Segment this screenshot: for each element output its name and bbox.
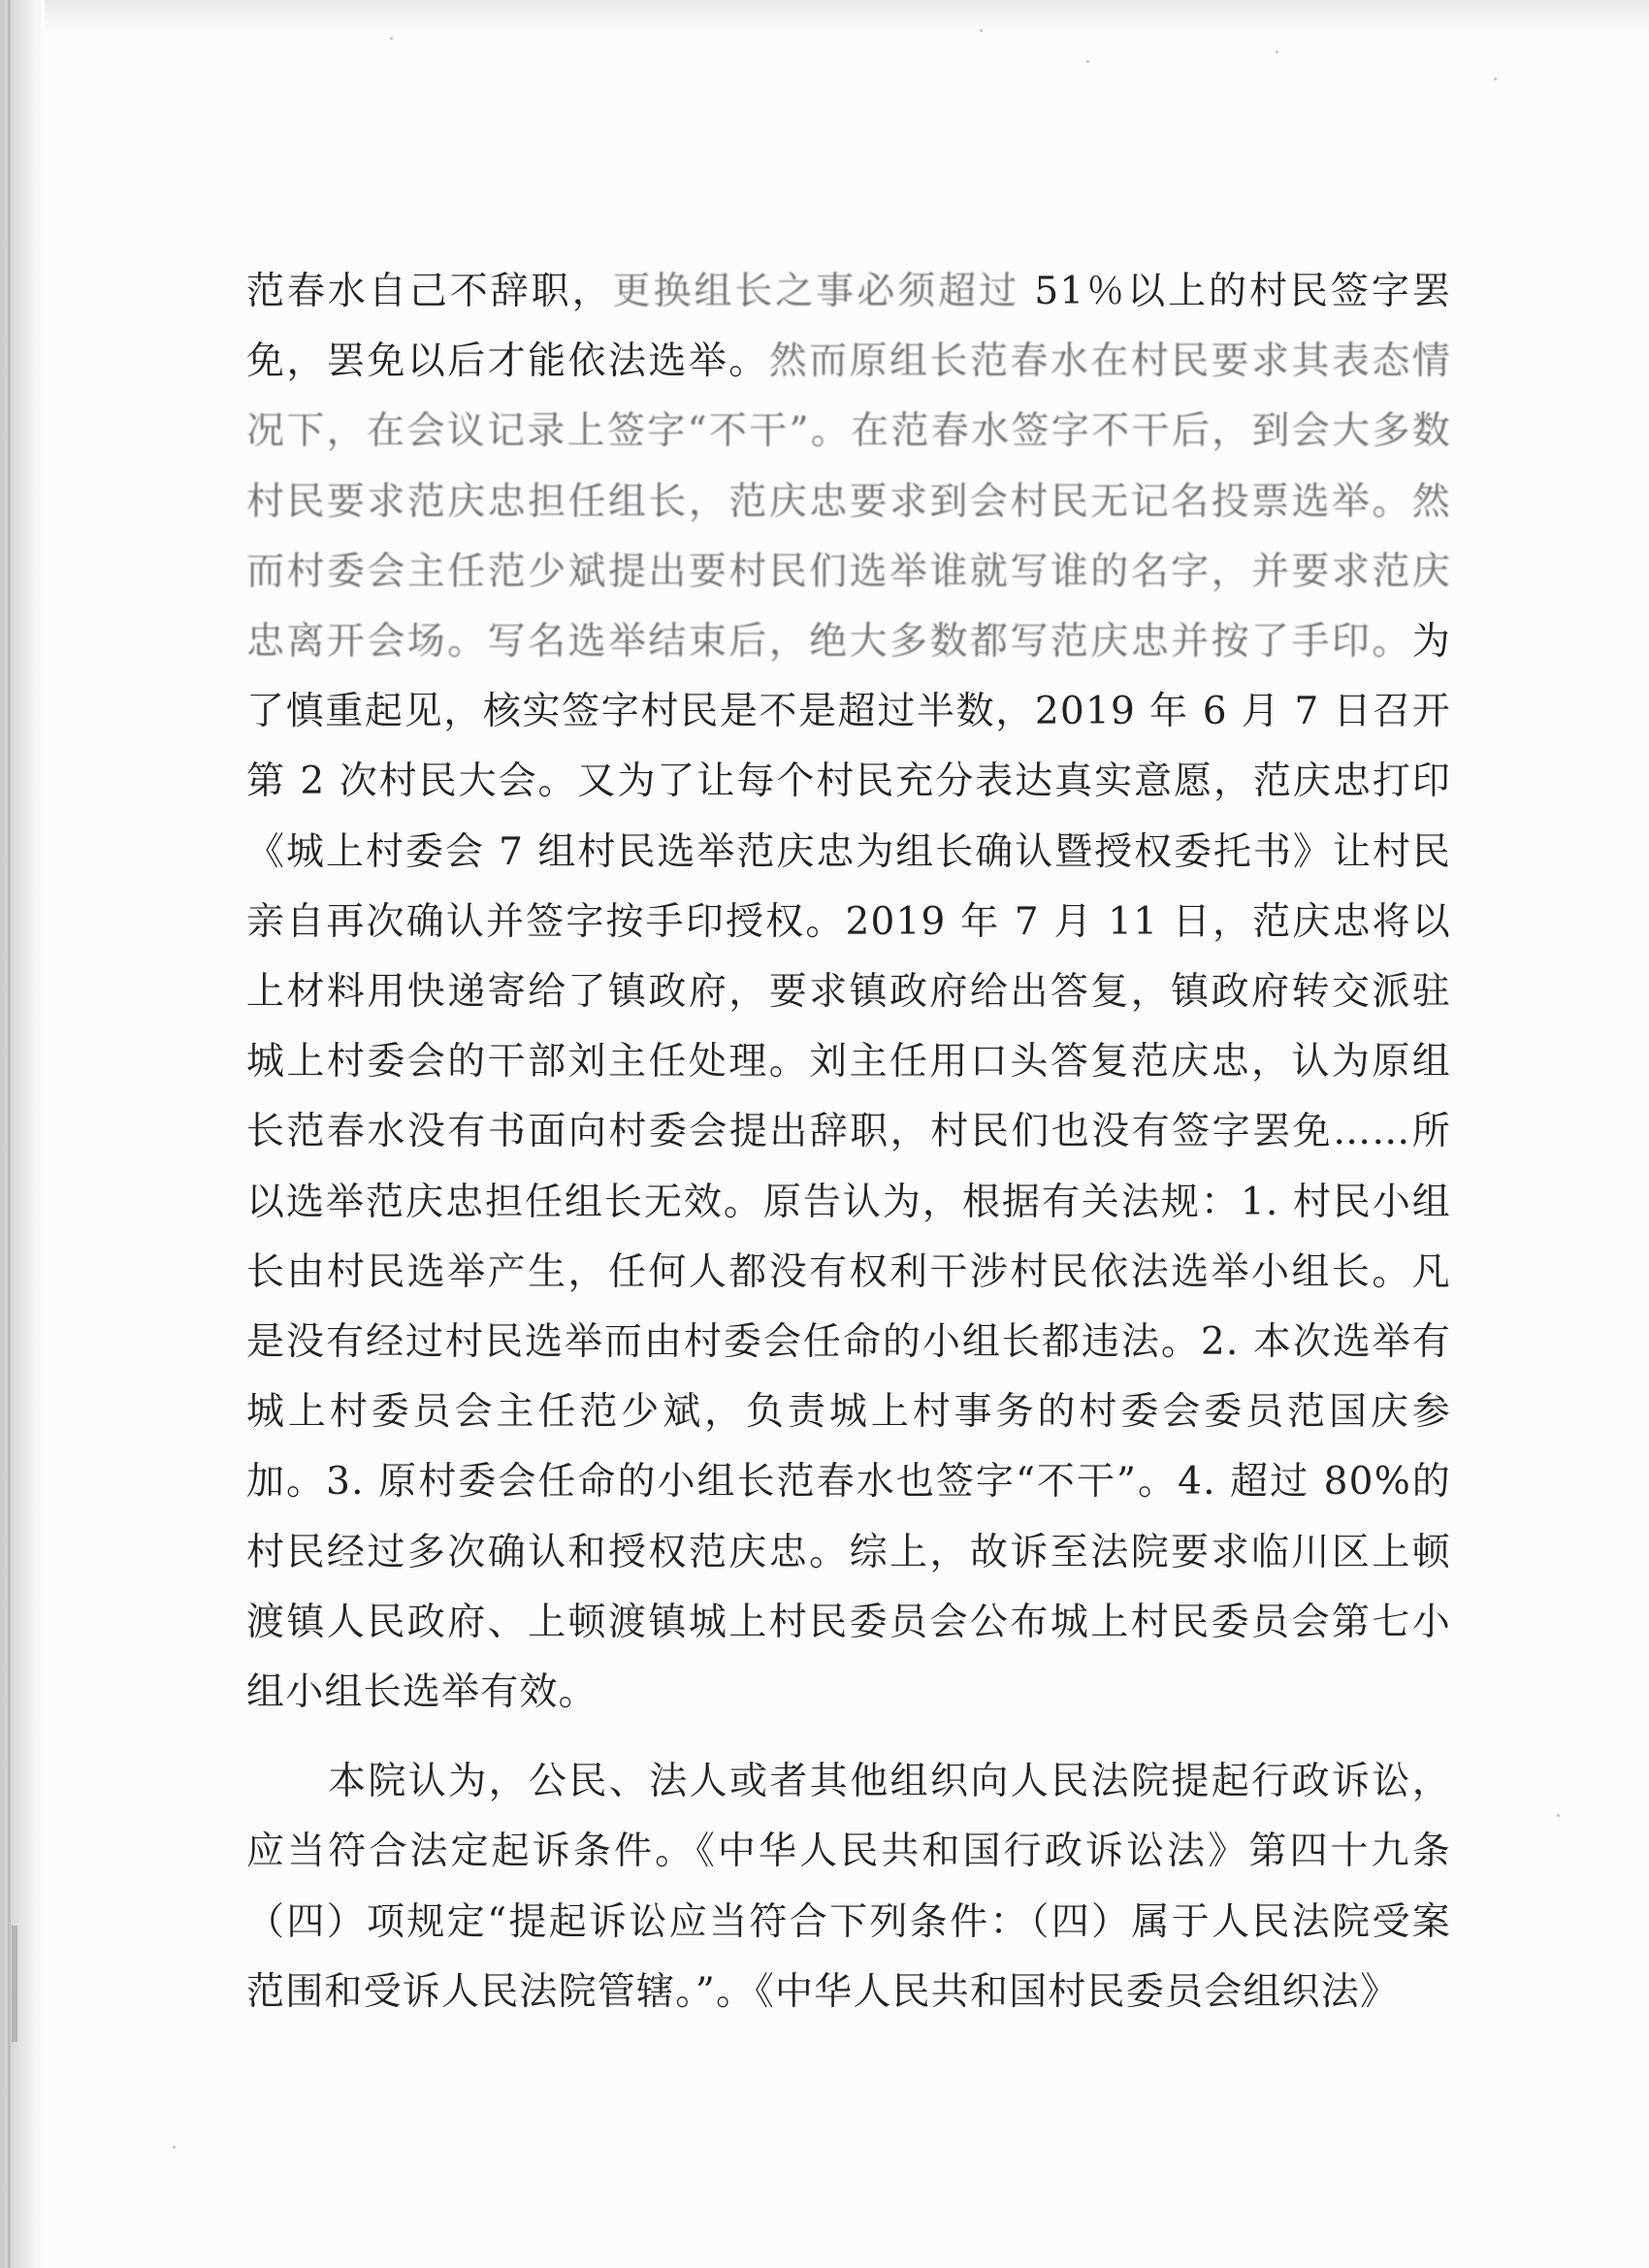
scan-speck [173, 2146, 176, 2149]
text-segment-faded: 然而原组长范春水在村民要求其表态情况下，在会议记录上签字“不干”。在范春水签字不干后，到会大多数村民要求范庆忠担任组长，范庆忠要求到会村民无记名投票选举。然而村委会主任范少斌提出要村民们选举谁就写谁的名字，并要求范庆忠离开会场。写名选举结束后，绝大多数都写范庆忠并按了手印。 [246, 340, 1451, 664]
paragraph-court-opinion [246, 1747, 1451, 2027]
scan-speck [390, 37, 393, 40]
scan-top-shadow [0, 0, 1649, 39]
scan-speck [1276, 50, 1278, 53]
paragraph-plaintiff-claims [246, 257, 1451, 1728]
scan-speck [980, 29, 983, 32]
text-segment: 本院认为，公民、法人或者其他组织向人民法院提起行政诉讼，应当符合法定起诉条件。《中华人民共和国行政诉讼法》第四十九条（四）项规定“提起诉讼应当符合下列条件：（四）属于人民法院受案范围和受诉人民法院管辖。”。《中华人民共和国村民委员会组织法》 [246, 1760, 1451, 2014]
scan-speck [1494, 78, 1497, 81]
text-segment-faded: 更换组长之事必须超过 [612, 270, 1020, 313]
text-segment: 为了慎重起见，核实签字村民是不是超过半数，2019 年 6 月 7 日召开第 2 次村民大会。又为了让每个村民充分表达真实意愿，范庆忠打印《城上村委会 7 组村民选举范庆忠为组长确认暨授权委托书》让村民亲自再次确认并签字按手印授权。2019 年 7 月 11 日，范庆忠将以上材料用快递寄给了镇政府，要求镇政府给出答复，镇政府转交派驻城上村委会的干部刘主任处理。刘主任用口头答复范庆忠，认为原组长范春水没有书面向村委会提出辞职，村民们也没有签字罢免……所以选举范庆忠担任组长无效。原告认为，根据有关法规：1. 村民小组长由村民选举产生，任何人都没有权利干涉村民依法选举小组长。凡是没有经过村民选举而由村委会任命的小组长都违法。2. 本次选举有城上村委员会主任范少斌，负责城上村事务的村委会委员范国庆参加。3. 原村委会任命的小组长范春水也签字“不干”。4. 超过 80%的村民经过多次确认和授权范庆忠。综上，故诉至法院要求临川区上顿渡镇人民政府、上顿渡镇城上村民委员会公布城上村民委员会第七小组小组长选举有效。 [246, 620, 1451, 1715]
scan-edge-mark [12, 1926, 17, 2042]
scan-speck [1557, 1814, 1560, 1817]
scan-binding-crease [8, 0, 11, 2268]
scan-binding-edge [0, 0, 45, 2268]
scan-speck [1086, 60, 1089, 63]
text-segment: 范春水自己不辞职， [246, 270, 613, 313]
document-body [246, 257, 1451, 2027]
text-segment: 51％以上的村民签字罢免，罢免以后才能依法选举。 [246, 270, 1451, 384]
